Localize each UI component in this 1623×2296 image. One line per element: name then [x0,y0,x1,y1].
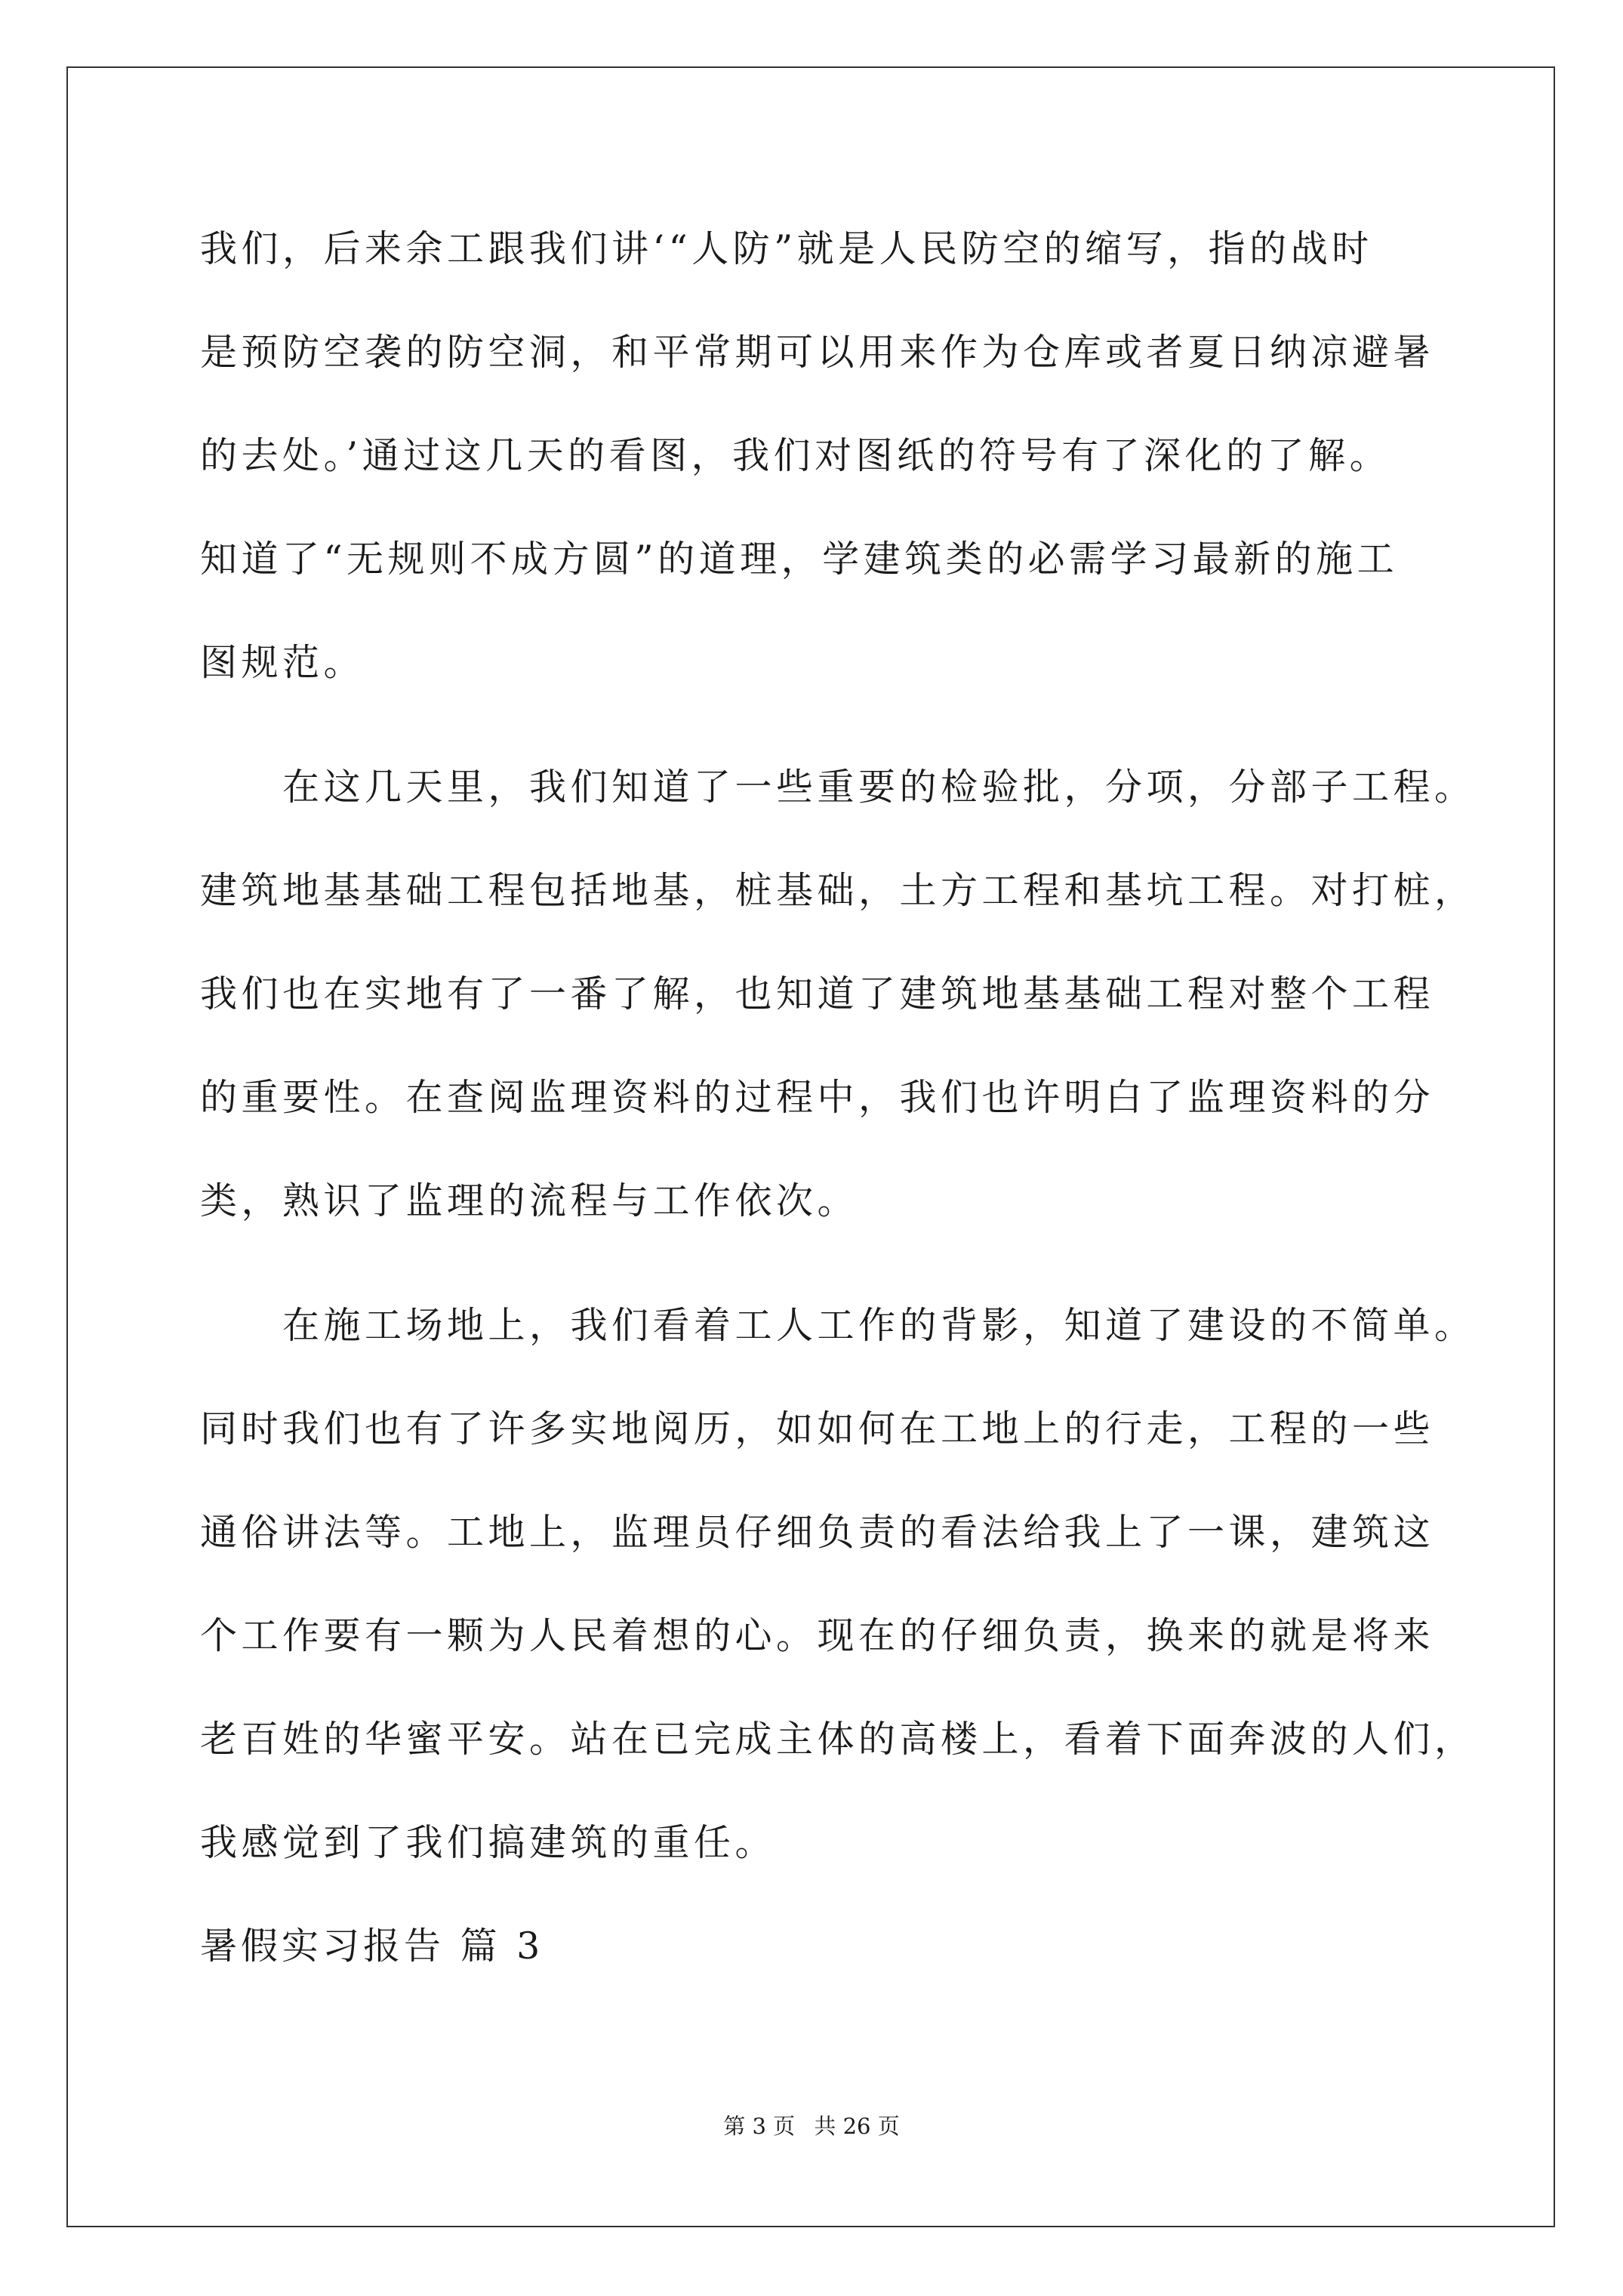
paragraph-start-line: 在施工场地上，我们看着工人工作的背影，知道了建设的不简单。 [282,1304,1476,1347]
text-line: 老百姓的华蜜平安。站在已完成主体的高楼上，看着下面奔波的人们， [200,1718,1476,1761]
page-total: 共 26 页 [814,2113,900,2139]
text-line: 通俗讲法等。工地上，监理员仔细负责的看法给我上了一课，建筑这 [200,1511,1435,1554]
page-number: 第 3 页 [723,2113,796,2139]
text-line: 图规范。 [200,641,365,684]
text-line: 的去处。’通过这几天的看图，我们对图纸的符号有了深化的了解。 [200,434,1391,477]
text-line: 建筑地基基础工程包括地基，桩基础，土方工程和基坑工程。对打桩， [200,869,1476,912]
text-line: 同时我们也有了许多实地阅历，如如何在工地上的行走，工程的一些 [200,1407,1435,1450]
paragraph-start-line: 在这几天里，我们知道了一些重要的检验批，分项，分部子工程。 [282,766,1476,809]
text-line: 我感觉到了我们搞建筑的重任。 [200,1821,777,1864]
text-line: 我们也在实地有了一番了解，也知道了建筑地基基础工程对整个工程 [200,972,1435,1015]
text-line: 类，熟识了监理的流程与工作依次。 [200,1179,859,1222]
page-border [66,66,1555,2227]
text-line: 我们，后来余工跟我们讲‘“人防”就是人民防空的缩写，指的战时 [200,227,1373,270]
text-line: 是预防空袭的防空洞，和平常期可以用来作为仓库或者夏日纳凉避暑 [200,331,1435,374]
text-line: 个工作要有一颗为人民着想的心。现在的仔细负责，换来的就是将来 [200,1614,1435,1657]
text-line: 知道了“无规则不成方圆”的道理，学建筑类的必需学习最新的施工 [200,538,1399,581]
text-line: 的重要性。在查阅监理资料的过程中，我们也许明白了监理资料的分 [200,1076,1435,1119]
section-heading: 暑假实习报告 篇 3 [200,1925,544,1968]
page-footer [0,2113,1623,2140]
